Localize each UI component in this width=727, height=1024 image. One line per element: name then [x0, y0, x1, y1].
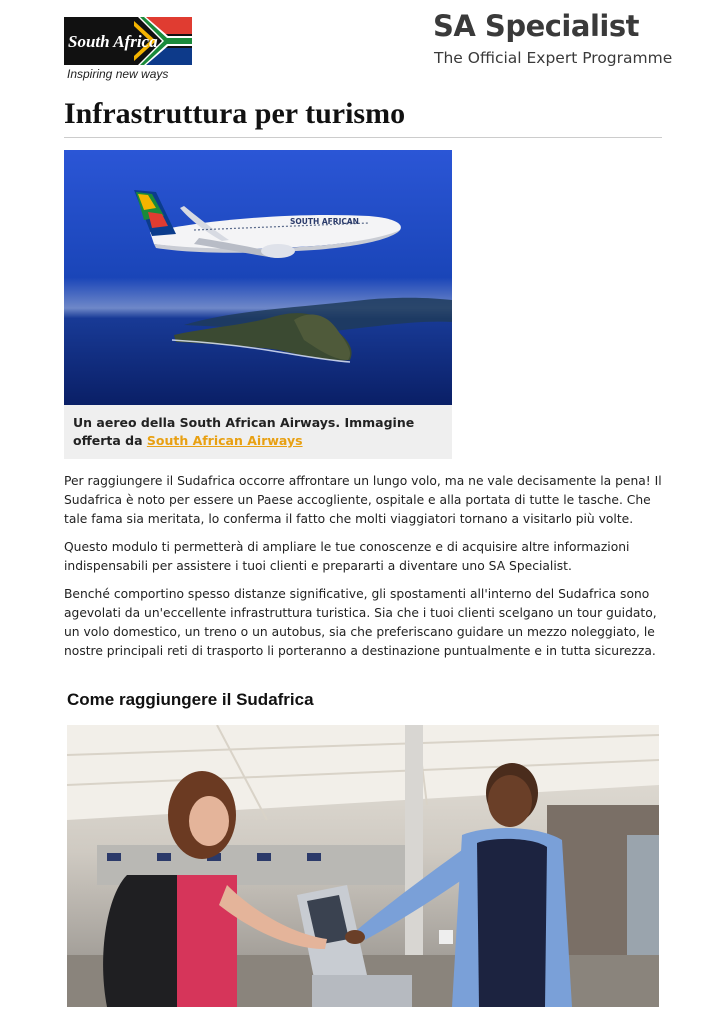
intro-paragraph: Per raggiungere il Sudafrica occorre affrontare un lungo volo, ma ne vale decisamente la pena! Il Sudafrica è noto per essere un Paese accogliente, ospitale e alla portata di tutte le tasche. Che tale fama sia meritata, lo conferma il fatto che molti viaggiatori tornano a visitarlo più volte.	[64, 474, 662, 526]
photo-caption-box	[64, 405, 452, 459]
south-africa-flag-logo	[64, 17, 192, 65]
south-africa-logo	[64, 17, 192, 65]
brand-subtitle: The Official Expert Programme	[434, 49, 673, 67]
brand-title: SA Specialist	[433, 9, 639, 43]
page-title: Infrastruttura per turismo	[64, 97, 406, 130]
logo-tagline: Inspiring new ways	[67, 67, 169, 81]
airplane-photo	[64, 150, 452, 405]
logo-wordmark: South Africa	[68, 32, 158, 51]
airport-checkin-photo	[67, 725, 659, 1007]
module-paragraph: Questo modulo ti permetterà di ampliare le tue conoscenze e di acquisire altre informazioni indispensabili per assistere i tuoi clienti e prepararti a diventare uno SA Specialist.	[64, 540, 630, 573]
section-heading: Come raggiungere il Sudafrica	[67, 690, 314, 709]
title-divider	[64, 137, 662, 138]
plane-livery-text: SOUTH AFRICAN	[290, 217, 359, 226]
caption-text: Un aereo della South African Airways. Immagine offerta da	[73, 415, 415, 448]
photo-caption	[73, 414, 443, 450]
infrastructure-paragraph: Benché comportino spesso distanze significative, gli spostamenti all'interno del Sudafrica sono agevolati da un'eccellente infrastruttura turistica. Sia che i tuoi clienti scelgano un tour guidato, un volo domestico, un treno o un autobus, sia che preferiscano guidare un mezzo noleggiato, le nostre principali reti di trasporto li porteranno a destinazione puntualmente e in tutta sicurezza.	[64, 587, 657, 658]
south-african-airways-link[interactable]: South African Airways	[146, 433, 303, 448]
